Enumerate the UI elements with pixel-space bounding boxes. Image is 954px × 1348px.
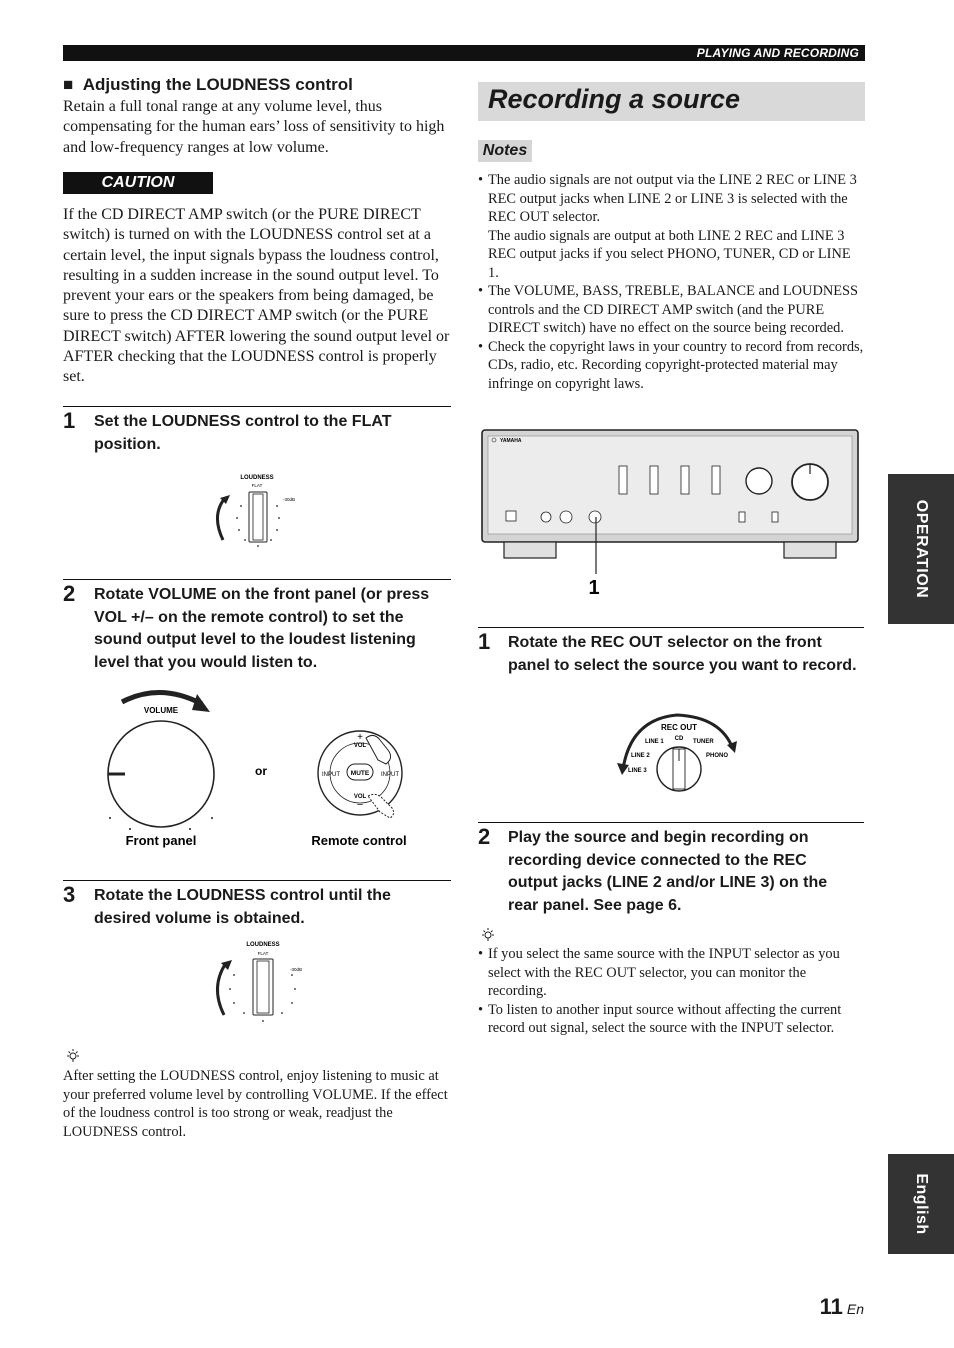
tab-operation-label: OPERATION bbox=[913, 499, 930, 599]
rec-out-tuner: TUNER bbox=[693, 739, 714, 745]
heading-bullet: ■ bbox=[63, 75, 74, 94]
front-panel-caption: Front panel bbox=[125, 833, 197, 848]
page-lang: En bbox=[846, 1301, 864, 1317]
tab-operation bbox=[888, 474, 954, 624]
page-number bbox=[820, 1294, 864, 1320]
rec-out-line1: LINE 1 bbox=[645, 739, 664, 745]
remote-button-cluster bbox=[318, 731, 402, 818]
input-left-label: INPUT bbox=[322, 772, 340, 778]
volume-remote-figure bbox=[100, 686, 420, 856]
step-divider bbox=[478, 627, 864, 628]
tab-english-label: English bbox=[913, 1173, 930, 1235]
rec-out-line2: LINE 2 bbox=[631, 753, 650, 759]
loudness-intro: Retain a full tonal range at any volume level, thus compensating for the human ears’ loss of sensitivity to high and low-frequency ranges at low volume. bbox=[63, 98, 445, 156]
notes-list bbox=[478, 171, 864, 393]
vol-plus-label: VOL bbox=[353, 743, 367, 749]
mute-label: MUTE bbox=[350, 770, 370, 777]
step-number: 1 bbox=[478, 629, 491, 654]
note-item: • The VOLUME, BASS, TREBLE, BALANCE and LOUDNESS controls and the CD DIRECT AMP switch (and the PURE DIRECT switch) have no effect on the source being recorded. bbox=[478, 282, 864, 338]
notes-label: Notes bbox=[478, 140, 532, 162]
vol-minus-label: VOL bbox=[353, 794, 367, 800]
page-number-value: 11 bbox=[819, 1294, 843, 1319]
rec-out-selector-figure bbox=[613, 707, 743, 797]
step-text: Rotate the REC OUT selector on the front panel to select the source you want to record. bbox=[508, 634, 857, 674]
step-text: Set the LOUDNESS control to the FLAT position. bbox=[94, 413, 392, 453]
loudness-heading bbox=[63, 75, 353, 95]
note-item: • Check the copyright laws in your country to record from records, CDs, radio, etc. Recording copyright-protected material may infringe on copyright laws. bbox=[478, 338, 864, 394]
volume-label: VOLUME bbox=[143, 706, 179, 715]
amplifier-front-panel-figure bbox=[478, 426, 862, 602]
section-header: PLAYING AND RECORDING bbox=[696, 46, 859, 60]
amp-callout-number: 1 bbox=[588, 577, 600, 599]
or-label: or bbox=[255, 764, 267, 778]
rec-out-cd: CD bbox=[674, 736, 684, 742]
loudness-fig-db: -30dB bbox=[290, 967, 303, 972]
plus-sign: + bbox=[357, 732, 363, 743]
rec-out-line3: LINE 3 bbox=[628, 768, 647, 774]
loudness-fig-label: LOUDNESS bbox=[246, 942, 280, 948]
step-divider bbox=[63, 406, 451, 407]
step-number: 3 bbox=[63, 882, 76, 907]
loudness-fig-flat: FLAT bbox=[251, 483, 263, 488]
section-header-bar bbox=[63, 45, 865, 61]
tip-lightbulb-icon bbox=[63, 1047, 83, 1067]
step-divider bbox=[63, 880, 451, 881]
rec-out-phono: PHONO bbox=[706, 753, 729, 759]
input-right-label: INPUT bbox=[381, 772, 399, 778]
loudness-knob-adjusted-figure bbox=[208, 937, 308, 1025]
loudness-fig-db: -30dB bbox=[283, 497, 296, 502]
tip-text: After setting the LOUDNESS control, enjoy listening to music at your preferred volume level by controlling VOLUME. If the effect of the loudness control is too strong or weak, readjust the LOUDNESS control. bbox=[63, 1068, 448, 1140]
step-divider bbox=[478, 822, 864, 823]
step-number: 1 bbox=[63, 408, 76, 433]
step-text: Play the source and begin recording on recording device connected to the REC output jacks (LINE 2 and/or LINE 3) on the rear panel. See page 6. bbox=[508, 829, 828, 914]
step-number: 2 bbox=[478, 824, 491, 849]
amp-brand-label: YAMAHA bbox=[500, 438, 522, 444]
tip-item: • To listen to another input source without affecting the current record out signal, select the source with the INPUT selector. bbox=[478, 1001, 864, 1038]
caution-label: CAUTION bbox=[63, 172, 213, 194]
loudness-fig-flat: FLAT bbox=[257, 951, 269, 956]
step-divider bbox=[63, 579, 451, 580]
tip-lightbulb-icon bbox=[478, 926, 498, 946]
rec-out-title: REC OUT bbox=[661, 723, 697, 732]
step-text: Rotate VOLUME on the front panel (or press VOL +/– on the remote control) to set the sound output level to the loudest listening level that you would listen to. bbox=[94, 586, 430, 671]
step-number: 2 bbox=[63, 581, 76, 606]
minus-sign: – bbox=[357, 799, 363, 810]
tips-list bbox=[478, 945, 864, 1038]
tip-item: • If you select the same source with the INPUT selector as you select with the REC OUT selector, you can monitor the recording. bbox=[478, 945, 864, 1001]
step-text: Rotate the LOUDNESS control until the desired volume is obtained. bbox=[94, 887, 391, 927]
section-title: Recording a source bbox=[488, 84, 741, 114]
loudness-fig-label: LOUDNESS bbox=[240, 475, 274, 481]
remote-control-caption: Remote control bbox=[311, 833, 407, 848]
loudness-heading-text: Adjusting the LOUDNESS control bbox=[82, 75, 353, 94]
note-item: • The audio signals are not output via the LINE 2 REC or LINE 3 REC output jacks when LINE 2 or LINE 3 is selected with the REC OUT selector. The audio signals are output at both LINE 2 REC and LINE 3 REC output jacks if you select PHONO, TUNER, CD or LINE 1. bbox=[478, 171, 864, 282]
tab-english bbox=[888, 1154, 954, 1254]
caution-text: If the CD DIRECT AMP switch (or the PURE DIRECT switch) is turned on with the LOUDNESS control set at a certain level, the input signals bypass the loudness control, resulting in a sudden increase in the sound output level. To prevent your ears or the speakers from being damaged, be sure to press the CD DIRECT AMP switch (or the PURE DIRECT switch) AFTER lowering the sound output level or AFTER checking that the LOUDNESS control is properly set. bbox=[63, 206, 450, 386]
loudness-knob-figure bbox=[205, 470, 305, 552]
